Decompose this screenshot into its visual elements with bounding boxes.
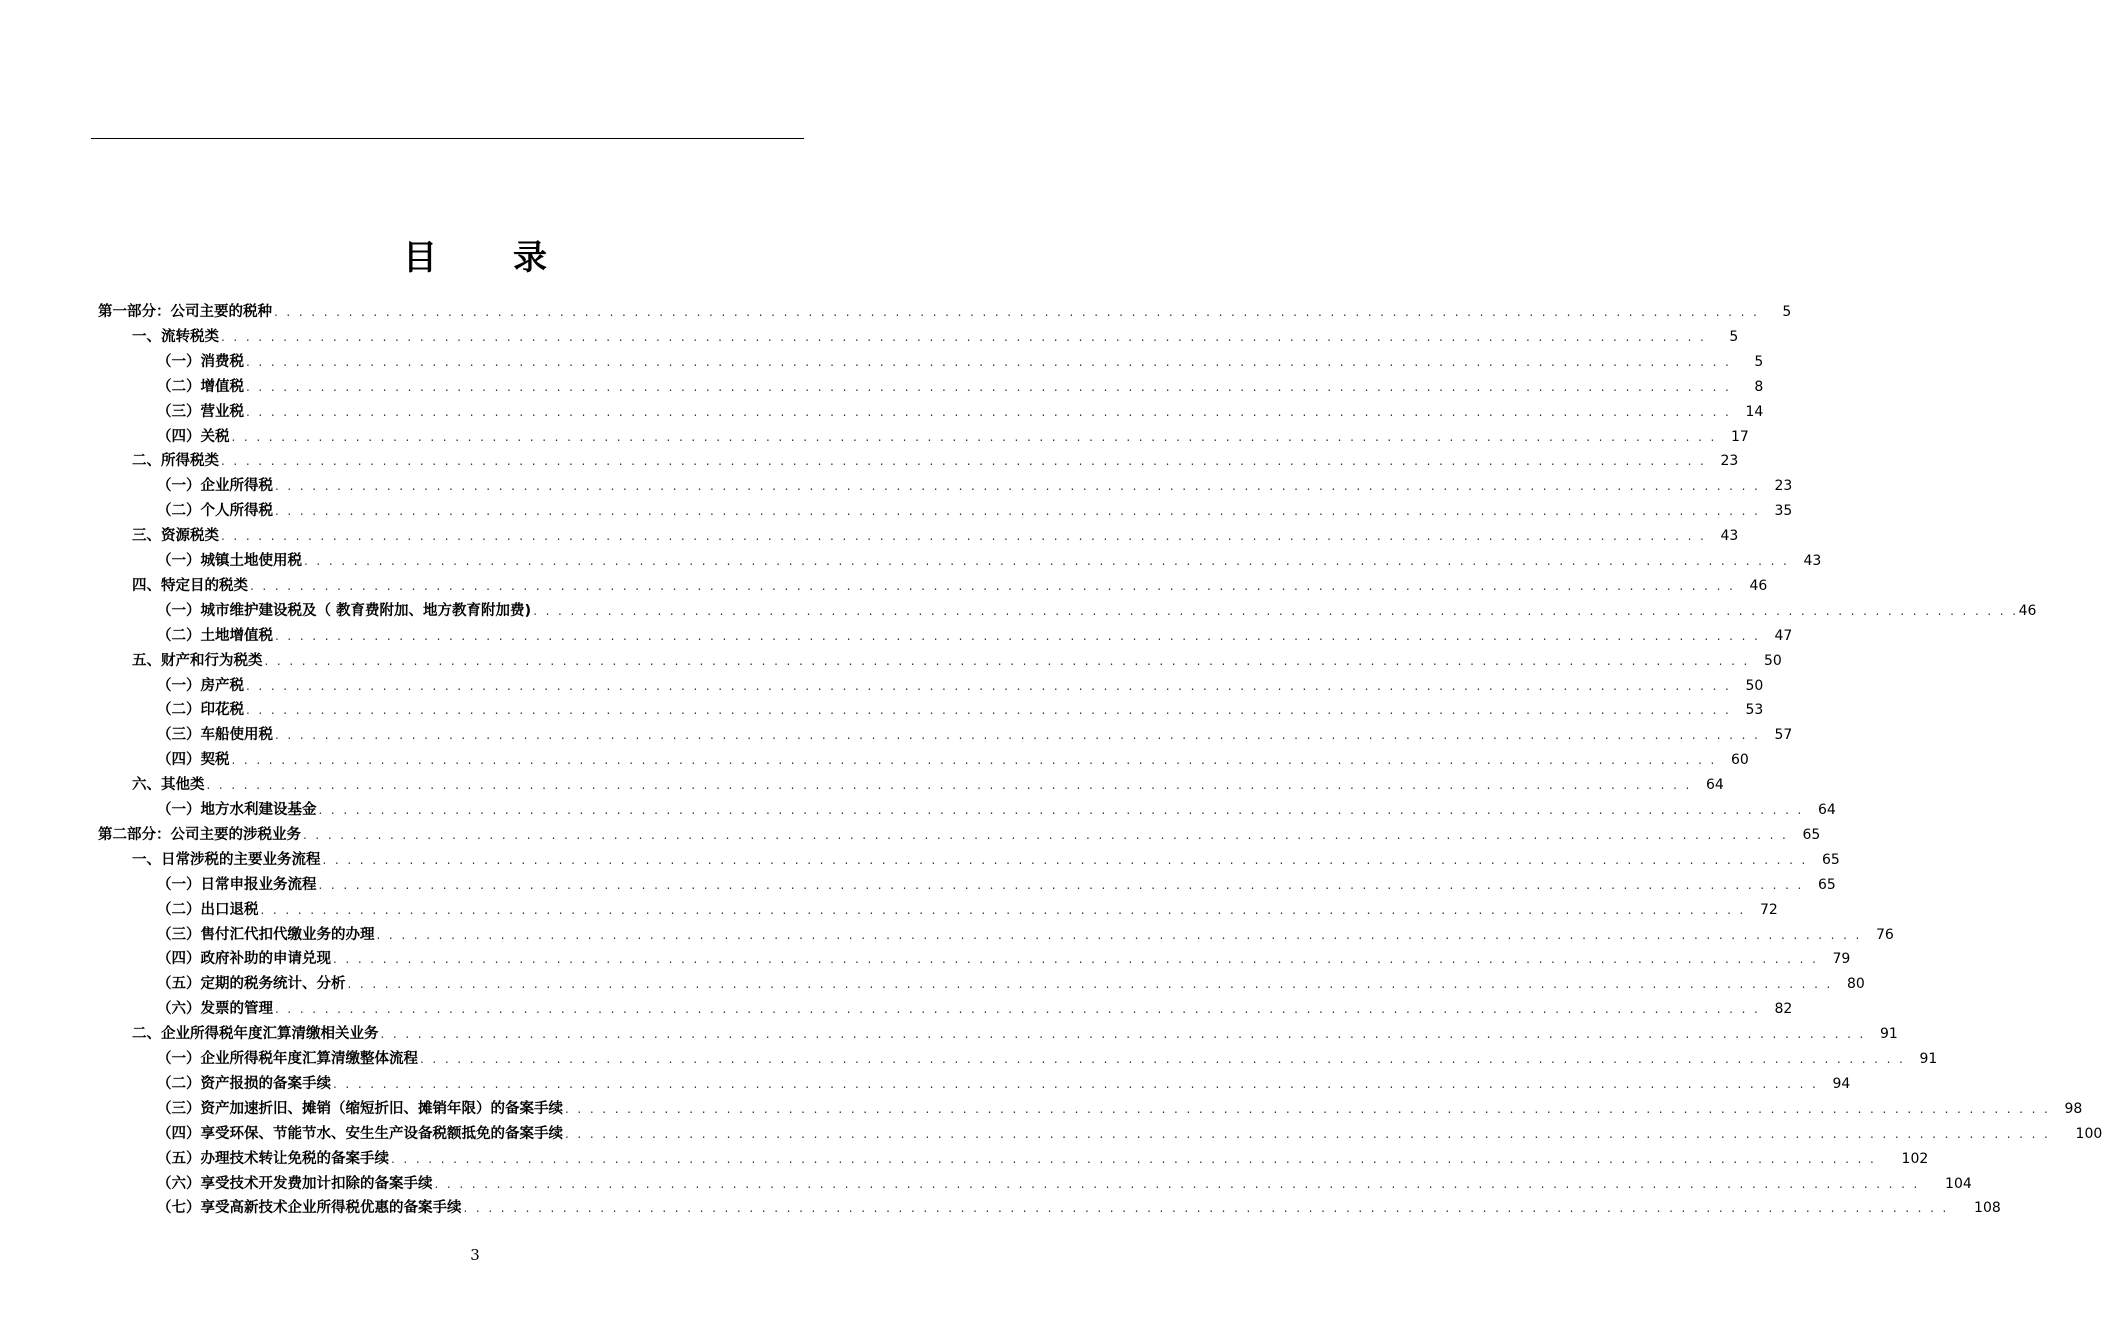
toc-entry-page: 47: [1774, 627, 1793, 644]
toc-leader-dots: . . . . . . . . . . . . . . . . . . . . . . . . . . . . . . . . . . . . . . . . . . . . . . . . . . . . . . . . . . . . . . . . . . . . . . . . . . . . . . . . . . . . . . . . . . . . . . . . . . . . . . . . . . . . . . . . . . . . . . . .: [275, 1002, 1761, 1017]
toc-entry-title: 一、日常涉税的主要业务流程: [132, 851, 321, 868]
toc-entry-title: （四）关税: [157, 428, 230, 445]
toc-leader-dots: . . . . . . . . . . . . . . . . . . . . . . . . . . . . . . . . . . . . . . . . . . . . . . . . . . . . . . . . . . . . . . . . . . . . . . . . . . . . . . . . . . . . . . . . . . . . . . . . . . . . . . . . . . . . . . . . . . . . . . . .: [565, 1126, 2051, 1141]
toc-entry-title: （五）定期的税务统计、分析: [157, 976, 346, 993]
toc-leader-dots: . . . . . . . . . . . . . . . . . . . . . . . . . . . . . . . . . . . . . . . . . . . . . . . . . . . . . . . . . . . . . . . . . . . . . . . . . . . . . . . . . . . . . . . . . . . . . . . . . . . . . . . . . . . . . . . . . . . . . . . .: [333, 952, 1819, 967]
toc-leader-dots: . . . . . . . . . . . . . . . . . . . . . . . . . . . . . . . . . . . . . . . . . . . . . . . . . . . . . . . . . . . . . . . . . . . . . . . . . . . . . . . . . . . . . . . . . . . . . . . . . . . . . . . . . . . . . . . . . . . . . . . .: [250, 578, 1736, 593]
toc-leader-dots: . . . . . . . . . . . . . . . . . . . . . . . . . . . . . . . . . . . . . . . . . . . . . . . . . . . . . . . . . . . . . . . . . . . . . . . . . . . . . . . . . . . . . . . . . . . . . . . . . . . . . . . . . . . . . . . . . . . . . . . .: [246, 354, 1732, 369]
toc-entry-page: 50: [1763, 652, 1782, 669]
toc-entry-page: 35: [1774, 503, 1793, 520]
toc-entry[interactable]: [157, 873, 1836, 898]
toc-entry-title: （二）印花税: [157, 702, 244, 719]
toc-entry-page: 46: [2018, 602, 2037, 619]
toc-entry-page: 72: [1759, 901, 1778, 918]
toc-entry-title: （三）资产加速折旧、摊销（缩短折旧、摊销年限）的备案手续: [157, 1100, 563, 1117]
toc-leader-dots: . . . . . . . . . . . . . . . . . . . . . . . . . . . . . . . . . . . . . . . . . . . . . . . . . . . . . . . . . . . . . . . . . . . . . . . . . . . . . . . . . . . . . . . . . . . . . . . . . . . . . . . . . . . . . . . . . . . . . . . .: [246, 678, 1732, 693]
toc-leader-dots: . . . . . . . . . . . . . . . . . . . . . . . . . . . . . . . . . . . . . . . . . . . . . . . . . . . . . . . . . . . . . . . . . . . . . . . . . . . . . . . . . . . . . . . . . . . . . . . . . . . . . . . . . . . . . . . . . . . . . . . .: [304, 554, 1790, 568]
toc-entry[interactable]: [132, 649, 1782, 674]
toc-leader-dots: . . . . . . . . . . . . . . . . . . . . . . . . . . . . . . . . . . . . . . . . . . . . . . . . . . . . . . . . . . . . . . . . . . . . . . . . . . . . . . . . . . . . . . . . . . . . . . . . . . . . . . . . . . . . . . . . . . . . . . . .: [303, 827, 1789, 842]
toc-leader-dots: . . . . . . . . . . . . . . . . . . . . . . . . . . . . . . . . . . . . . . . . . . . . . . . . . . . . . . . . . . . . . . . . . . . . . . . . . . . . . . . . . . . . . . . . . . . . . . . . . . . . . . . . . . . . . . . . . . . . . . . .: [274, 305, 1760, 319]
toc-entry[interactable]: [132, 449, 1739, 474]
toc-entry-page: 65: [1821, 851, 1840, 868]
toc-entry-title: 六、其他类: [132, 777, 205, 794]
toc-entry[interactable]: [132, 325, 1739, 350]
toc-entry[interactable]: [157, 375, 1764, 400]
toc-leader-dots: . . . . . . . . . . . . . . . . . . . . . . . . . . . . . . . . . . . . . . . . . . . . . . . . . . . . . . . . . . . . . . . . . . . . . . . . . . . . . . . . . . . . . . . . . . . . . . . . . . . . . . . . . . . . . . . . . . . . . . . .: [420, 1052, 1906, 1066]
toc-entry[interactable]: [157, 1122, 2102, 1147]
toc-entry-page: 91: [1919, 1051, 1938, 1067]
toc-leader-dots: . . . . . . . . . . . . . . . . . . . . . . . . . . . . . . . . . . . . . . . . . . . . . . . . . . . . . . . . . . . . . . . . . . . . . . . . . . . . . . . . . . . . . . . . . . . . . . . . . . . . . . . . . . . . . . . . . . . . . . . .: [565, 1101, 2051, 1116]
toc-entry-page: 108: [1974, 1200, 2001, 1217]
toc-entry-title: （一）企业所得税年度汇算清缴整体流程: [157, 1051, 418, 1067]
toc-entry-title: （二）资产报损的备案手续: [157, 1075, 331, 1092]
toc-leader-dots: . . . . . . . . . . . . . . . . . . . . . . . . . . . . . . . . . . . . . . . . . . . . . . . . . . . . . . . . . . . . . . . . . . . . . . . . . . . . . . . . . . . . . . . . . . . . . . . . . . . . . . . . . . . . . . . . . . . . . . . .: [318, 803, 1804, 817]
toc-entry-title: （一）地方水利建设基金: [157, 802, 317, 818]
toc-leader-dots: . . . . . . . . . . . . . . . . . . . . . . . . . . . . . . . . . . . . . . . . . . . . . . . . . . . . . . . . . . . . . . . . . . . . . . . . . . . . . . . . . . . . . . . . . . . . . . . . . . . . . . . . . . . . . . . . . . . . . . . .: [260, 902, 1746, 917]
toc-leader-dots: . . . . . . . . . . . . . . . . . . . . . . . . . . . . . . . . . . . . . . . . . . . . . . . . . . . . . . . . . . . . . . . . . . . . . . . . . . . . . . . . . . . . . . . . . . . . . . . . . . . . . . . . . . . . . . . . . . . . . . . .: [221, 454, 1707, 469]
toc-entry-page: 102: [1901, 1150, 1929, 1167]
toc-entry-page: 8: [1754, 378, 1764, 395]
toc-leader-dots: . . . . . . . . . . . . . . . . . . . . . . . . . . . . . . . . . . . . . . . . . . . . . . . . . . . . . . . . . . . . . . . . . . . . . . . . . . . . . . . . . . . . . . . . . . . . . . . . . . . . . . . . . . . . . . . . . . . . . . . .: [434, 1176, 1920, 1191]
toc-entry[interactable]: [157, 474, 1793, 499]
toc-entry-page: 98: [2064, 1100, 2083, 1117]
toc-entry-page: 80: [1846, 976, 1865, 993]
toc-entry[interactable]: [157, 425, 1749, 450]
toc-entry-page: 23: [1774, 478, 1793, 495]
toc-entry-title: （一）日常申报业务流程: [157, 876, 317, 893]
toc-leader-dots: . . . . . . . . . . . . . . . . . . . . . . . . . . . . . . . . . . . . . . . . . . . . . . . . . . . . . . . . . . . . . . . . . . . . . . . . . . . . . . . . . . . . . . . . . . . . . . . . . . . . . . . . . . . . . . . . . . . . . . . .: [275, 728, 1761, 743]
toc-entry-title: （一）城市维护建设税及（ 教育费附加、地方教育附加费): [157, 602, 532, 619]
toc-entry[interactable]: [132, 773, 1724, 798]
toc-entry-page: 65: [1802, 826, 1821, 843]
toc-entry[interactable]: [157, 748, 1749, 773]
toc-entry-title: （三）车船使用税: [157, 727, 273, 744]
toc-leader-dots: . . . . . . . . . . . . . . . . . . . . . . . . . . . . . . . . . . . . . . . . . . . . . . . . . . . . . . . . . . . . . . . . . . . . . . . . . . . . . . . . . . . . . . . . . . . . . . . . . . . . . . . . . . . . . . . . . . . . . . . .: [322, 852, 1808, 867]
toc-entry[interactable]: [157, 798, 1836, 823]
toc-entry-page: 50: [1745, 677, 1764, 694]
toc-entry[interactable]: [157, 624, 1793, 649]
toc-entry-page: 60: [1730, 752, 1749, 769]
toc-entry-title: （七）享受高新技术企业所得税优惠的备案手续: [157, 1200, 462, 1217]
toc-entry-title: 三、资源税类: [132, 528, 219, 545]
toc-entry[interactable]: [157, 400, 1764, 425]
toc-entry[interactable]: [157, 1072, 1851, 1097]
toc-entry[interactable]: [157, 698, 1764, 723]
toc-entry[interactable]: [157, 549, 1822, 574]
toc-title-right: 录: [513, 238, 547, 278]
toc-leader-dots: . . . . . . . . . . . . . . . . . . . . . . . . . . . . . . . . . . . . . . . . . . . . . . . . . . . . . . . . . . . . . . . . . . . . . . . . . . . . . . . . . . . . . . . . . . . . . . . . . . . . . . . . . . . . . . . . . . . . . . . .: [221, 329, 1707, 344]
toc-entry-title: 二、企业所得税年度汇算清缴相关业务: [132, 1026, 379, 1043]
toc-entry-page: 57: [1774, 727, 1793, 744]
toc-title: [0, 230, 950, 279]
toc-leader-dots: . . . . . . . . . . . . . . . . . . . . . . . . . . . . . . . . . . . . . . . . . . . . . . . . . . . . . . . . . . . . . . . . . . . . . . . . . . . . . . . . . . . . . . . . . . . . . . . . . . . . . . . . . . . . . . . . . . . . . . . .: [221, 529, 1707, 544]
toc-entry-page: 14: [1745, 403, 1764, 420]
toc-entry-page: 43: [1803, 553, 1822, 569]
toc-entry-page: 64: [1705, 777, 1724, 794]
toc-entry-page: 5: [1729, 328, 1739, 345]
toc-leader-dots: . . . . . . . . . . . . . . . . . . . . . . . . . . . . . . . . . . . . . . . . . . . . . . . . . . . . . . . . . . . . . . . . . . . . . . . . . . . . . . . . . . . . . . . . . . . . . . . . . . . . . . . . . . . . . . . . . . . . . . . .: [275, 628, 1761, 643]
toc-entry-title: （四）享受环保、节能节水、安生生产设备税额抵免的备案手续: [157, 1125, 563, 1142]
toc-entry-title: （四）契税: [157, 752, 230, 769]
toc-entry-title: （一）企业所得税: [157, 478, 273, 495]
toc-entry-title: 一、流转税类: [132, 328, 219, 345]
toc-entry[interactable]: [157, 499, 1793, 524]
toc-leader-dots: . . . . . . . . . . . . . . . . . . . . . . . . . . . . . . . . . . . . . . . . . . . . . . . . . . . . . . . . . . . . . . . . . . . . . . . . . . . . . . . . . . . . . . . . . . . . . . . . . . . . . . . . . . . . . . . . . . . . . . . .: [275, 504, 1761, 519]
toc-leader-dots: . . . . . . . . . . . . . . . . . . . . . . . . . . . . . . . . . . . . . . . . . . . . . . . . . . . . . . . . . . . . . . . . . . . . . . . . . . . . . . . . . . . . . . . . . . . . . . . . . . . . . . . . . . . . . . . . . . . . . . . .: [246, 703, 1732, 718]
toc-leader-dots: . . . . . . . . . . . . . . . . . . . . . . . . . . . . . . . . . . . . . . . . . . . . . . . . . . . . . . . . . . . . . . . . . . . . . . . . . . . . . . . . . . . . . . . . . . . . . . . . . . . . . . . . . . . . . . . . . . . . . . . .: [533, 603, 2019, 618]
toc-leader-dots: . . . . . . . . . . . . . . . . . . . . . . . . . . . . . . . . . . . . . . . . . . . . . . . . . . . . . . . . . . . . . . . . . . . . . . . . . . . . . . . . . . . . . . . . . . . . . . . . . . . . . . . . . . . . . . . . . . . . . . . .: [231, 429, 1717, 444]
toc-entry-page: 43: [1720, 528, 1739, 545]
toc-entry[interactable]: [157, 350, 1764, 375]
header-rule: [91, 138, 804, 139]
toc-entry-page: 53: [1745, 702, 1764, 719]
toc-entry[interactable]: [157, 1047, 1938, 1072]
toc-entry-page: 91: [1879, 1026, 1898, 1043]
toc-entry[interactable]: [132, 1022, 1898, 1047]
toc-leader-dots: . . . . . . . . . . . . . . . . . . . . . . . . . . . . . . . . . . . . . . . . . . . . . . . . . . . . . . . . . . . . . . . . . . . . . . . . . . . . . . . . . . . . . . . . . . . . . . . . . . . . . . . . . . . . . . . . . . . . . . . .: [376, 927, 1862, 942]
toc-leader-dots: . . . . . . . . . . . . . . . . . . . . . . . . . . . . . . . . . . . . . . . . . . . . . . . . . . . . . . . . . . . . . . . . . . . . . . . . . . . . . . . . . . . . . . . . . . . . . . . . . . . . . . . . . . . . . . . . . . . . . . . .: [333, 1076, 1819, 1091]
page-number: 3: [470, 1246, 480, 1264]
toc-entry[interactable]: [157, 923, 1894, 948]
toc-leader-dots: . . . . . . . . . . . . . . . . . . . . . . . . . . . . . . . . . . . . . . . . . . . . . . . . . . . . . . . . . . . . . . . . . . . . . . . . . . . . . . . . . . . . . . . . . . . . . . . . . . . . . . . . . . . . . . . . . . . . . . . .: [347, 977, 1833, 992]
toc-entry-page: 82: [1774, 1001, 1793, 1018]
toc-leader-dots: . . . . . . . . . . . . . . . . . . . . . . . . . . . . . . . . . . . . . . . . . . . . . . . . . . . . . . . . . . . . . . . . . . . . . . . . . . . . . . . . . . . . . . . . . . . . . . . . . . . . . . . . . . . . . . . . . . . . . . . .: [463, 1201, 1949, 1216]
toc-entry[interactable]: [157, 1147, 1929, 1172]
toc-entry[interactable]: [157, 674, 1764, 699]
toc-entry-title: （六）享受技术开发费加计扣除的备案手续: [157, 1175, 433, 1192]
toc-leader-dots: . . . . . . . . . . . . . . . . . . . . . . . . . . . . . . . . . . . . . . . . . . . . . . . . . . . . . . . . . . . . . . . . . . . . . . . . . . . . . . . . . . . . . . . . . . . . . . . . . . . . . . . . . . . . . . . . . . . . . . . .: [206, 778, 1692, 793]
toc-entry-title: （三）售付汇代扣代缴业务的办理: [157, 926, 375, 943]
toc-entry-page: 76: [1875, 926, 1894, 943]
toc-entry-page: 46: [1749, 577, 1768, 594]
toc-entry-title: （三）营业税: [157, 403, 244, 420]
toc-entry[interactable]: [157, 723, 1793, 748]
toc-entry[interactable]: [132, 574, 1768, 599]
toc-entry-page: 100: [2075, 1125, 2102, 1142]
toc-entry-title: 第二部分：公司主要的涉税业务: [98, 826, 301, 843]
toc-leader-dots: . . . . . . . . . . . . . . . . . . . . . . . . . . . . . . . . . . . . . . . . . . . . . . . . . . . . . . . . . . . . . . . . . . . . . . . . . . . . . . . . . . . . . . . . . . . . . . . . . . . . . . . . . . . . . . . . . . . . . . . .: [391, 1151, 1877, 1166]
toc-leader-dots: . . . . . . . . . . . . . . . . . . . . . . . . . . . . . . . . . . . . . . . . . . . . . . . . . . . . . . . . . . . . . . . . . . . . . . . . . . . . . . . . . . . . . . . . . . . . . . . . . . . . . . . . . . . . . . . . . . . . . . . .: [231, 753, 1717, 768]
toc-entry[interactable]: [132, 524, 1739, 549]
toc-title-left: 目: [403, 238, 437, 278]
toc-leader-dots: . . . . . . . . . . . . . . . . . . . . . . . . . . . . . . . . . . . . . . . . . . . . . . . . . . . . . . . . . . . . . . . . . . . . . . . . . . . . . . . . . . . . . . . . . . . . . . . . . . . . . . . . . . . . . . . . . . . . . . . .: [380, 1027, 1866, 1042]
toc-entry-title: （五）办理技术转让免税的备案手续: [157, 1150, 389, 1167]
toc-entry[interactable]: [157, 997, 1793, 1022]
toc-entry[interactable]: [157, 972, 1865, 997]
toc-entry-title: 第一部分：公司主要的税种: [98, 304, 272, 320]
toc-entry[interactable]: [157, 1172, 1972, 1197]
toc-entry-page: 17: [1730, 428, 1749, 445]
toc-entry-page: 64: [1817, 802, 1836, 818]
toc-entry-title: （一）房产税: [157, 677, 244, 694]
toc-entry-title: （一）消费税: [157, 353, 244, 370]
toc-entry[interactable]: [132, 848, 1840, 873]
toc-entry-title: 四、特定目的税类: [132, 577, 248, 594]
toc-entry-page: 65: [1817, 876, 1836, 893]
toc-entry[interactable]: [157, 947, 1851, 972]
toc-leader-dots: . . . . . . . . . . . . . . . . . . . . . . . . . . . . . . . . . . . . . . . . . . . . . . . . . . . . . . . . . . . . . . . . . . . . . . . . . . . . . . . . . . . . . . . . . . . . . . . . . . . . . . . . . . . . . . . . . . . . . . . .: [264, 653, 1750, 668]
toc-entry-title: （一）城镇土地使用税: [157, 553, 302, 569]
toc-leader-dots: . . . . . . . . . . . . . . . . . . . . . . . . . . . . . . . . . . . . . . . . . . . . . . . . . . . . . . . . . . . . . . . . . . . . . . . . . . . . . . . . . . . . . . . . . . . . . . . . . . . . . . . . . . . . . . . . . . . . . . . .: [318, 877, 1804, 892]
toc-entry[interactable]: [157, 1196, 2001, 1221]
toc-entry-page: 94: [1832, 1075, 1851, 1092]
toc-entry-page: 5: [1782, 304, 1792, 320]
toc-entry-title: 二、所得税类: [132, 453, 219, 470]
toc-entry-page: 104: [1945, 1175, 1972, 1192]
toc-entry[interactable]: [157, 1097, 2083, 1122]
toc-entry-title: （四）政府补助的申请兑现: [157, 951, 331, 968]
toc-entry-title: （二）出口退税: [157, 901, 259, 918]
toc-leader-dots: . . . . . . . . . . . . . . . . . . . . . . . . . . . . . . . . . . . . . . . . . . . . . . . . . . . . . . . . . . . . . . . . . . . . . . . . . . . . . . . . . . . . . . . . . . . . . . . . . . . . . . . . . . . . . . . . . . . . . . . .: [246, 379, 1732, 394]
toc-entry-page: 5: [1754, 353, 1764, 370]
toc-entry-title: （六）发票的管理: [157, 1001, 273, 1018]
toc-entry-title: （二）增值税: [157, 378, 244, 395]
toc-leader-dots: . . . . . . . . . . . . . . . . . . . . . . . . . . . . . . . . . . . . . . . . . . . . . . . . . . . . . . . . . . . . . . . . . . . . . . . . . . . . . . . . . . . . . . . . . . . . . . . . . . . . . . . . . . . . . . . . . . . . . . . .: [275, 479, 1761, 494]
toc-entry-page: 23: [1720, 453, 1739, 470]
toc-entry-title: （二）个人所得税: [157, 503, 273, 520]
toc-entry[interactable]: [157, 898, 1778, 923]
toc-leader-dots: . . . . . . . . . . . . . . . . . . . . . . . . . . . . . . . . . . . . . . . . . . . . . . . . . . . . . . . . . . . . . . . . . . . . . . . . . . . . . . . . . . . . . . . . . . . . . . . . . . . . . . . . . . . . . . . . . . . . . . . .: [246, 404, 1732, 419]
toc-entry[interactable]: [157, 599, 2037, 624]
toc-entry[interactable]: [98, 300, 1792, 325]
toc-entry-title: 五、财产和行为税类: [132, 652, 263, 669]
toc-entry[interactable]: [98, 823, 1821, 848]
toc-entry-page: 79: [1832, 951, 1851, 968]
toc-entry-title: （二）土地增值税: [157, 627, 273, 644]
